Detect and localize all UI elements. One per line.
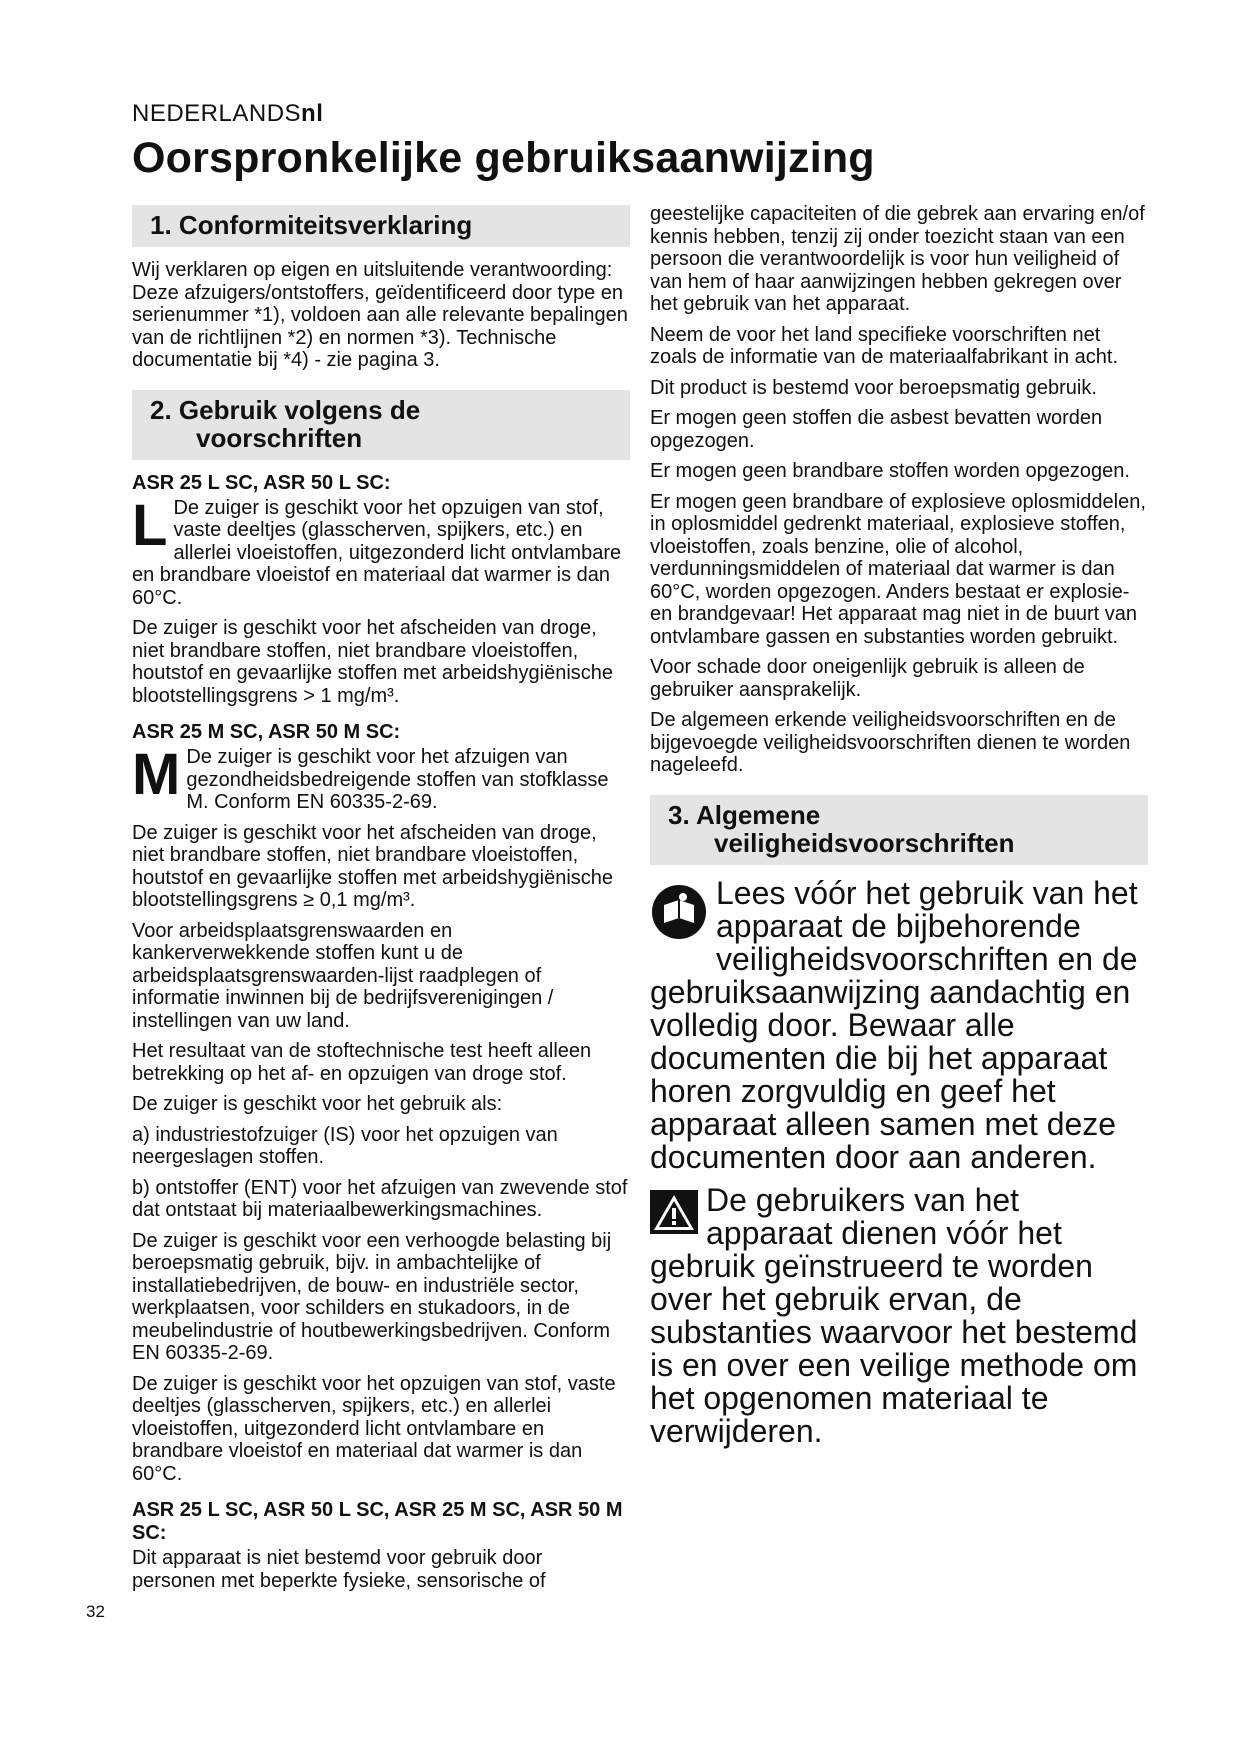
- read-manual-icon: [650, 883, 708, 947]
- professional-use-text: De zuiger is geschikt voor een verhoogde belasting bij beroepsmatig gebruik, bijv. in ambachtelijke of installatiebedrijven, de bouw- en industriële sector, werkplaatsen, voor schilders en stukadoors, in de meubelindustrie of houtbewerkingsbedrijven. Conform EN 60335-2-69.: [132, 1229, 612, 1364]
- page-number: 32: [86, 1602, 105, 1621]
- use-b-text: b) ontstoffer (ENT) voor het afzuigen van zwevende stof dat ontstaat bij materiaalbewerkingsmachines.: [132, 1176, 628, 1221]
- dust-test-text: Het resultaat van de stoftechnische test heeft alleen betrekking op het af- en opzuigen van droge stof.: [132, 1040, 592, 1085]
- use-a-text: a) industriestofzuiger (IS) voor het opzuigen van neergeslagen stoffen.: [132, 1123, 558, 1168]
- section-2-heading: [132, 390, 630, 460]
- instruction-warning-text: De gebruikers van het apparaat dienen vóór het gebruik geïnstrueerd te worden over het gebruik ervan, de substanties waarvoor het bestemd is en over een veilige methode om het opgenomen materiaal te verwijderen.: [650, 1181, 1138, 1449]
- suction-liquids-text: De zuiger is geschikt voor het opzuigen van stof, vaste deeltjes (glasscherven, spijkers, etc.) en allerlei vloeistoffen, uitgezonderd licht ontvlambare en brandbare vloeistof en materiaal dat warmer is dan 60°C.: [132, 1372, 616, 1485]
- section-3-heading: [650, 795, 1148, 865]
- section-2-title-line1: Gebruik volgens de: [178, 394, 421, 425]
- section-1-title: Conformiteitsverklaring: [178, 210, 473, 240]
- subheading-l-models: ASR 25 L SC, ASR 50 L SC:: [132, 471, 391, 494]
- dust-class-l-icon: L: [132, 492, 168, 558]
- left-column: [132, 205, 630, 1600]
- country-regulations-text: Neem de voor het land specifieke voorschriften net zoals de informatie van de materiaalfabrikant in acht.: [650, 323, 1119, 368]
- suitable-use-intro: De zuiger is geschikt voor het gebruik als:: [132, 1093, 503, 1115]
- m-separation-text: De zuiger is geschikt voor het afscheiden van droge, niet brandbare stoffen, niet brandbare vloeistoffen, houtstof en gevaarlijke stoffen met arbeidshygiënische blootstellingsgrens ≥ 0,1 mg/m³.: [132, 821, 614, 911]
- liability-text: Voor schade door oneigenlijk gebruik is alleen de gebruiker aansprakelijk.: [650, 656, 1085, 701]
- section-2-number: 2.: [150, 394, 172, 425]
- restriction-continued: geestelijke capaciteiten of die gebrek aan ervaring en/of kennis hebben, tenzij zij onder toezicht staan van een persoon die verantwoordelijk is voor hun veiligheid of van hem of haar aanwijzingen hebben gekregen over het gebruik van het apparaat.: [650, 203, 1145, 315]
- section-1-heading: [132, 205, 630, 247]
- language-code: nl: [301, 100, 324, 127]
- page-title: Oorspronkelijke gebruiksaanwijzing: [132, 134, 875, 182]
- subheading-all-models: ASR 25 L SC, ASR 50 L SC, ASR 25 M SC, ASR 50 M SC:: [132, 1499, 623, 1544]
- asbestos-warning: Er mogen geen stoffen die asbest bevatten worden opgezogen.: [650, 407, 1103, 452]
- right-column: [650, 203, 1148, 1456]
- subheading-m-models: ASR 25 M SC, ASR 50 M SC:: [132, 721, 401, 743]
- section-3-number: 3.: [668, 799, 690, 830]
- flammable-warning: Er mogen geen brandbare stoffen worden opgezogen.: [650, 460, 1130, 482]
- explosive-warning: Er mogen geen brandbare of explosieve oplosmiddelen, in oplosmiddel gedrenkt materiaal, explosieve stoffen, vloeistoffen, zoals benzine, olie of alcohol, verdunningsmiddelen of materiaal dat warmer is dan 60°C, worden opgezogen. Anders bestaat er explosie- en brandgevaar! Het apparaat mag niet in de buurt van ontvlambare gassen en substanties worden gebruikt.: [650, 490, 1146, 648]
- l-separation-text: De zuiger is geschikt voor het afscheiden van droge, niet brandbare stoffen, niet brandbare vloeistoffen, houtstof en gevaarlijke stoffen met arbeidshygiënische blootstellingsgrens > 1 mg/m³.: [132, 617, 614, 707]
- warning-triangle-icon: [650, 1190, 698, 1240]
- m-description: De zuiger is geschikt voor het afzuigen van gezondheidsbedreigende stoffen van stofklasse M. Conform EN 60335-2-69.: [186, 746, 609, 813]
- section-1-number: 1.: [150, 210, 172, 240]
- read-manual-text: Lees vóór het gebruik van het apparaat de bijbehorende veiligheidsvoorschriften en de gebruiksaanwijzing aandachtig en volledig door. Bewaar alle documenten die bij het apparaat horen zorgvuldig en geef het apparaat alleen samen met deze documenten door aan anderen.: [650, 874, 1138, 1175]
- restriction-text: Dit apparaat is niet bestemd voor gebruik door personen met beperkte fysieke, sensorische of: [132, 1547, 546, 1592]
- l-description: De zuiger is geschikt voor het opzuigen van stof, vaste deeltjes (glasscherven, spijkers, etc.) en allerlei vloeistoffen, uitgezonderd licht ontvlambare en brandbare vloeistof en materiaal dat warmer is dan 60°C.: [132, 496, 622, 609]
- exposure-limits-text: Voor arbeidsplaatsgrenswaarden en kankerverwekkende stoffen kunt u de arbeidsplaatsgrenswaarden-lijst raadplegen of informatie inwinnen bij de bedrijfsverenigingen / instellingen van uw land.: [132, 919, 554, 1032]
- section-2-title-line2: voorschriften: [196, 422, 363, 453]
- safety-regulations-text: De algemeen erkende veiligheidsvoorschriften en de bijgevoegde veiligheidsvoorschriften dienen te worden nageleefd.: [650, 709, 1131, 776]
- language-header: [132, 100, 323, 128]
- declaration-text: Wij verklaren op eigen en uitsluitende verantwoording: Deze afzuigers/ontstoffers, geïdentificeerd door type en serienummer *1), voldoen aan alle relevante bepalingen van de richtlijnen *2) en normen *3). Technische documentatie bij *4) - zie pagina 3.: [132, 259, 628, 371]
- section-3-title-line2: veiligheidsvoorschriften: [714, 827, 1015, 858]
- dust-class-m-icon: M: [132, 742, 181, 807]
- section-3-title-line1: Algemene: [695, 799, 821, 830]
- professional-product-text: Dit product is bestemd voor beroepsmatig gebruik.: [650, 376, 1097, 399]
- language-name: NEDERLANDS: [132, 100, 302, 127]
